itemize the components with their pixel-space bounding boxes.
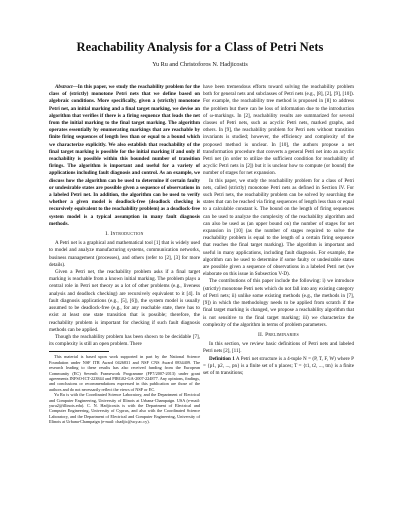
section-heading-preliminaries: II. Preliminaries xyxy=(258,331,299,338)
paper-authors: Yu Ru and Christoforos N. Hadjicostis xyxy=(152,61,248,68)
intro-paragraph-5: The contributions of this paper include the following: i) we introduce (strictly) monotone Petri nets which do not fall into any existing category of Petri nets; ii) unlike some existing methods (e.g., the methods in [7], [9]) in which the methodology needs to be applied from scratch if the final target marking is changed, we propose a reachability algorithm that is not sensitive to the final target marking; iii) we characterize the complexity of the algorithm in terms of problem parameters. xyxy=(203,278,354,328)
footnote-funding: This material is based upon work supported in part by the National Science Foundation under NSF ITR Award 0426831 and NSF CNS Award 0834409. The research leading to these results has also received funding from the European Community (EC) Seventh Framework Programme (FP7/2007-2013) under grant agreements INFSO-ICT-223844 and PIRG02-GA-2007-224877. Any opinions, findings, and conclusions or recommendations expressed in this publication are those of the authors and do not necessarily reflect the views of NSF or EC. xyxy=(49,354,200,392)
left-column xyxy=(49,84,200,425)
intro-continued-paragraph: have been tremendous efforts toward solving the reachability problem both for general nets and subclasses of Petri nets (e.g., [8], [2], [9], [10]). For example, the reachability tree method is proposed in [8] to address the problem but there can be loss of information due to the introduction of ω-markings. In [2], reachability results are summarized for several classes of Petri nets, such as acyclic Petri nets, marked graphs, and others. In [9], the reachability problem for Petri nets without transition invariants is studied; however, the efficiency and complexity of the proposed method is unclear. In [10], the authors propose a net transformation procedure that converts a general Petri net into an acyclic Petri net (in order to utilize the sufficient condition for reachability of acyclic Petri nets in [2]) but it is unclear how to compute (or bound) the number of stages for net expansion. xyxy=(203,84,354,177)
intro-paragraph-2: Given a Petri net, the reachability problem asks if a final target marking is reachable from a known initial marking. The problem plays a central role in Petri net theory as a lot of other problems (e.g., liveness analysis and deadlock checking) are recursively equivalent to it [4]. In fault diagnosis applications (e.g., [5], [6]), the system model is usually assumed to be deadlock-free (e.g., for any reachable state, there has to exist at least one state transition that is possible; therefore, the reachability problem is important for checking if such fault diagnosis methods can be applied. xyxy=(49,269,200,333)
footnote-affiliations: Yu Ru is with the Coordinated Science Laboratory, and the Department of Electrical and Computer Engineering, University of Illinois at Urbana-Champaign. USA (e-mail: yuru2@illinois.edu). C. N. Hadjicostis is with the Department of Electrical and Computer Engineering, University of Cyprus, and also with the Coordinated Science Laboratory, and the Department of Electrical and Computer Engineering, University of Illinois at Urbana-Champaign (e-mail: chadjic@ucy.ac.cy). xyxy=(49,392,200,425)
paper-title: Reachability Analysis for a Class of Petri Nets xyxy=(76,40,324,54)
abstract-text: —In this paper, we study the reachability problem for the class of (strictly) monotone Petri nets that we define based on algebraic conditions. More specifically, given a (strictly) monotone Petri net, an initial marking and a final target marking, we devise an algorithm that verifies if there is a firing sequence that leads the net from the initial marking to the final target marking. The algorithm operates essentially by enumerating markings that are reachable by finite firing sequences of length less than or equal to a bound which we characterize explicitly. We also establish that reachability of the final target marking is possible for the initial marking if and only if reachability is possible within this bounded number of transition firings. The algorithm is important and useful for a variety of applications including fault diagnosis and control. As an example, we discuss how the algorithm can be used to determine if certain faulty or undesirable states are possible given a sequence of observations in a labeled Petri net. In addition, the algorithm can be used to verify whether a given model is deadlock-free (deadlock checking is recursively equivalent to the reachability problem) as a deadlock-free system model is a typical assumption in many fault diagnosis methods. xyxy=(49,84,200,227)
definition-1 xyxy=(203,356,354,378)
intro-paragraph-1: A Petri net is a graphical and mathematical tool [1] that is widely used to model and analyze manufacturing systems, communication networks, business management (processes), and others (refer to [2], [3] for more details). xyxy=(49,240,200,268)
intro-paragraph-3: Though the reachability problem has been shown to be decidable [7], its complexity is still an open problem. There xyxy=(49,333,200,348)
abstract-label: Abstract xyxy=(55,84,73,90)
section-heading-introduction: I. Introduction xyxy=(105,231,144,238)
right-column xyxy=(203,84,354,377)
footnote-divider xyxy=(49,351,109,352)
preliminaries-paragraph-1: In this section, we review basic definitions of Petri nets and labeled Petri nets [2], [11]. xyxy=(203,341,354,355)
intro-paragraph-4: In this paper, we study the reachability problem for a class of Petri nets, called (strictly) monotone Petri nets as defined in Section IV. For such Petri nets, the reachability problem can be solved by searching the states that can be reached via firing sequences of length less than or equal to a calculable constant k. The bound on the length of firing sequences can be used to analyze the complexity of the reachability algorithm and can also be used as (an upper bound on) the number of stages for net expansion in [10] (as the number of stages required to solve the reachability problem is equal to the length of a certain firing sequence that reaches the final target marking). The algorithm is important and useful in many applications, including fault diagnosis. For example, the algorithm can be used to determine if some faulty or undesirable states are possible given a sequence of observations in a labeled Petri net (we elaborate on this issue in Subsection V-D). xyxy=(203,177,354,278)
abstract xyxy=(49,84,200,228)
definition-1-text: A Petri net structure is a 4-tuple N = (P, T, F, W) where P = {p1, p2, ..., pn} is a finite set of n places; T = {t1, t2, ..., tm} is a finite set of m transitions; xyxy=(203,355,354,376)
definition-1-label: Definition 1 xyxy=(209,355,235,362)
